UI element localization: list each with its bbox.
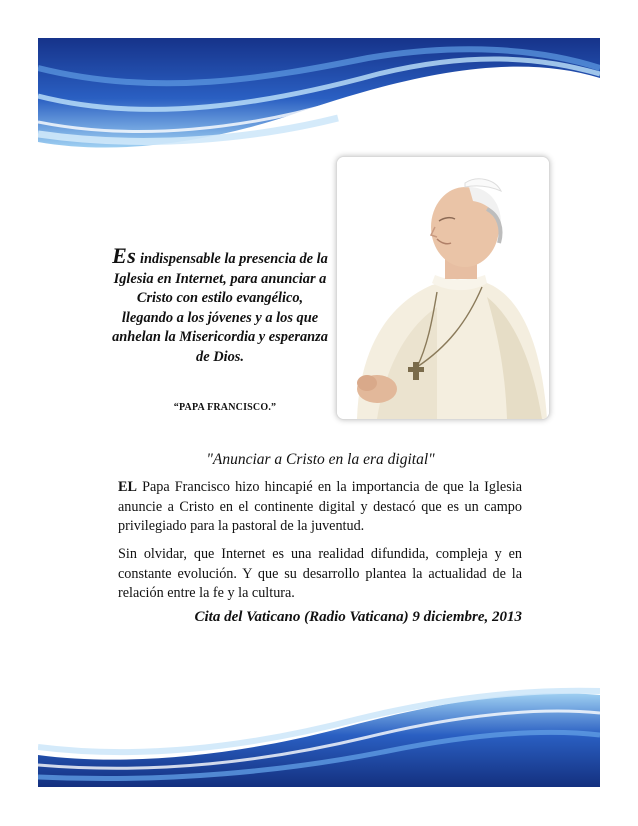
article-signature: Cita del Vaticano (Radio Vaticana) 9 diciembre, 2013: [194, 609, 522, 625]
top-wave-graphic: [38, 38, 600, 153]
pope-photo: [336, 156, 550, 420]
article-headline: "Anunciar a Cristo en la era digital": [206, 451, 435, 468]
quote-first-word: Es: [112, 243, 137, 268]
paragraph-lead: EL: [118, 479, 137, 495]
quote-author: “PAPA FRANCISCO.”: [173, 402, 277, 413]
paragraph-1-text: Papa Francisco hizo hincapié en la importancia de que la Iglesia anuncie a Cristo en el continente digital y destacó que es un campo privilegiado para la pastoral de la juventud.: [118, 479, 522, 534]
pope-portrait-image: [337, 157, 549, 419]
pope-quote: [110, 243, 330, 368]
quote-text: indispensable la presencia de la Iglesia en Internet, para anunciar a Cristo con estilo evangélico, llegando a los jóvenes y a los que anhelan la Misericordia y esperanza de Dios.: [112, 251, 328, 365]
bottom-wave-banner: [38, 685, 600, 787]
article-paragraph-1: [118, 478, 522, 537]
top-wave-banner: [38, 38, 600, 153]
article-paragraph-2: Sin olvidar, que Internet es una realidad difundida, compleja y en constante evolución. Y que su desarrollo plantea la actualidad de la relación entre la fe y la cultura.: [118, 546, 522, 601]
bottom-wave-graphic: [38, 685, 600, 787]
